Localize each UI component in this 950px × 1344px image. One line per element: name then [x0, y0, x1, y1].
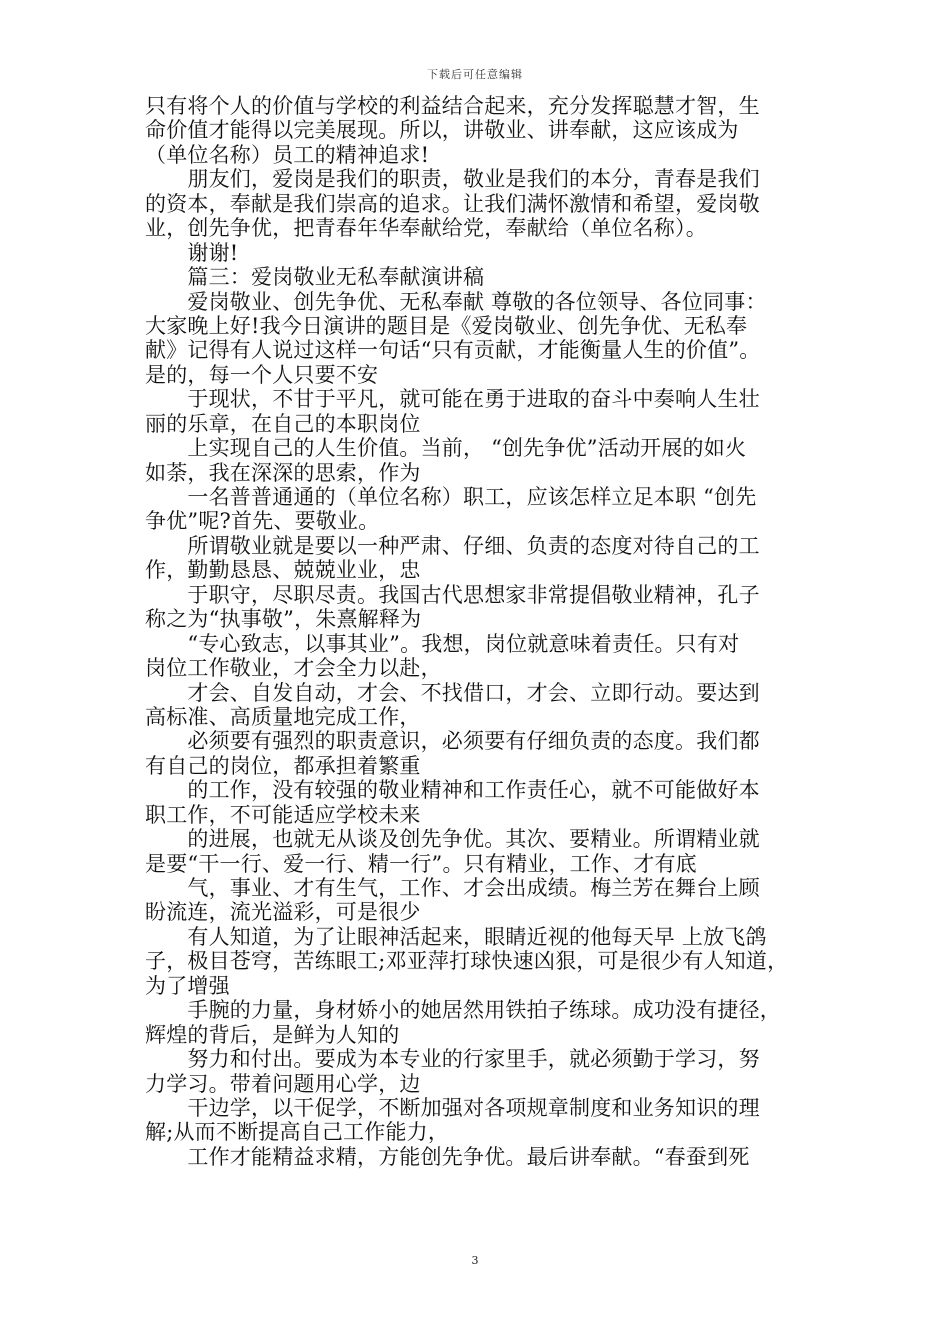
text-line: 丽的乐章，在自己的本职岗位 — [145, 411, 421, 436]
text-line: 于现状，不甘于平凡，就可能在勇于进取的奋斗中奏响人生壮 — [145, 387, 760, 412]
text-line: （单位名称）员工的精神追求! — [145, 142, 430, 167]
text-line: 努力和付出。要成为本专业的行家里手，就必须勤于学习，努 — [145, 1047, 760, 1072]
text-line: 大家晚上好!我今日演讲的题目是《爱岗敬业、创先争优、无私奉 — [145, 313, 748, 338]
text-line: 谢谢! — [145, 240, 239, 265]
text-line: “专心致志，以事其业”。我想，岗位就意味着责任。只有对 — [145, 631, 740, 656]
text-line: 盼流连，流光溢彩，可是很少 — [145, 900, 421, 925]
text-line: 解;从而不断提高自己工作能力， — [145, 1120, 450, 1145]
text-line: 为了增强 — [145, 973, 230, 998]
document-body — [145, 94, 815, 1169]
text-line: 篇三：爱岗敬业无私奉献演讲稿 — [145, 265, 485, 290]
text-line: 爱岗敬业、创先争优、无私奉献 尊敬的各位领导、各位同事： — [145, 289, 767, 314]
text-line: 气，事业、才有生气，工作、才会出成绩。梅兰芳在舞台上顾 — [145, 876, 760, 900]
text-line: 争优”呢?首先、要敬业。 — [145, 509, 380, 534]
page-header: 下载后可任意编辑 — [427, 68, 523, 81]
text-line: 是的，每一个人只要不安 — [145, 362, 379, 387]
text-line: 上实现自己的人生价值。当前， “创先争优”活动开展的如火 — [145, 436, 747, 461]
text-line: 岗位工作敬业，才会全力以赴， — [145, 656, 442, 681]
text-line: 的进展，也就无从谈及创先争优。其次、要精业。所谓精业就 — [145, 827, 760, 852]
text-line: 命价值才能得以完美展现。所以，讲敬业、讲奉献，这应该成为 — [145, 118, 739, 143]
text-line: 干边学，以干促学，不断加强对各项规章制度和业务知识的理 — [145, 1095, 760, 1120]
text-line: 于职守，尽职尽责。我国古代思想家非常提倡敬业精神，孔子 — [145, 582, 760, 607]
text-line: 的工作，没有较强的敬业精神和工作责任心，就不可能做好本 — [145, 778, 760, 803]
text-line: 职工作，不可能适应学校未来 — [145, 802, 421, 827]
text-line: 只有将个人的价值与学校的利益结合起来，充分发挥聪慧才智，生 — [145, 94, 760, 118]
text-line: 力学习。带着问题用心学，边 — [145, 1071, 421, 1096]
text-line: 朋友们，爱岗是我们的职责，敬业是我们的本分，青春是我们 — [145, 167, 760, 192]
text-line: 所谓敬业就是要以一种严肃、仔细、负责的态度对待自己的工 — [145, 533, 760, 558]
text-line: 业，创先争优，把青春年华奉献给党，奉献给（单位名称）。 — [145, 216, 707, 241]
text-line: 如荼，我在深深的思索，作为 — [145, 460, 421, 485]
text-line: 有自己的岗位，都承担着繁重 — [145, 753, 421, 778]
text-line: 的资本，奉献是我们崇高的追求。让我们满怀激情和希望，爱岗敬 — [145, 191, 760, 216]
text-line: 是要“干一行、爱一行、精一行”。只有精业，工作、才有底 — [145, 851, 697, 876]
text-line: 手腕的力量，身材娇小的她居然用铁拍子练球。成功没有捷径， — [145, 998, 781, 1023]
text-line: 有人知道，为了让眼神活起来，眼睛近视的他每天早 上放飞鸽 — [145, 924, 767, 949]
text-line: 才会、自发自动，才会、不找借口，才会、立即行动。要达到 — [145, 680, 760, 705]
text-line: 称之为“执事敬”，朱熹解释为 — [145, 607, 422, 632]
text-line: 一名普普通通的（单位名称）职工，应该怎样立足本职 “创先 — [145, 485, 757, 509]
text-line: 工作才能精益求精，方能创先争优。最后讲奉献。“春蚕到死 — [145, 1144, 750, 1169]
text-line: 辉煌的背后，是鲜为人知的 — [145, 1022, 400, 1047]
text-line: 高标准、高质量地完成工作， — [145, 704, 421, 729]
text-line: 必须要有强烈的职责意识，必须要有仔细负责的态度。我们都 — [145, 729, 760, 754]
text-line: 献》记得有人说过这样一句话“只有贡献，才能衡量人生的价值”。 — [145, 338, 761, 363]
text-line: 作，勤勤恳恳、兢兢业业，忠 — [145, 558, 421, 583]
page-number: 3 — [471, 1254, 479, 1267]
text-line: 子，极目苍穹，苦练眼工;邓亚萍打球快速凶狠，可是很少有人知道， — [145, 949, 789, 974]
